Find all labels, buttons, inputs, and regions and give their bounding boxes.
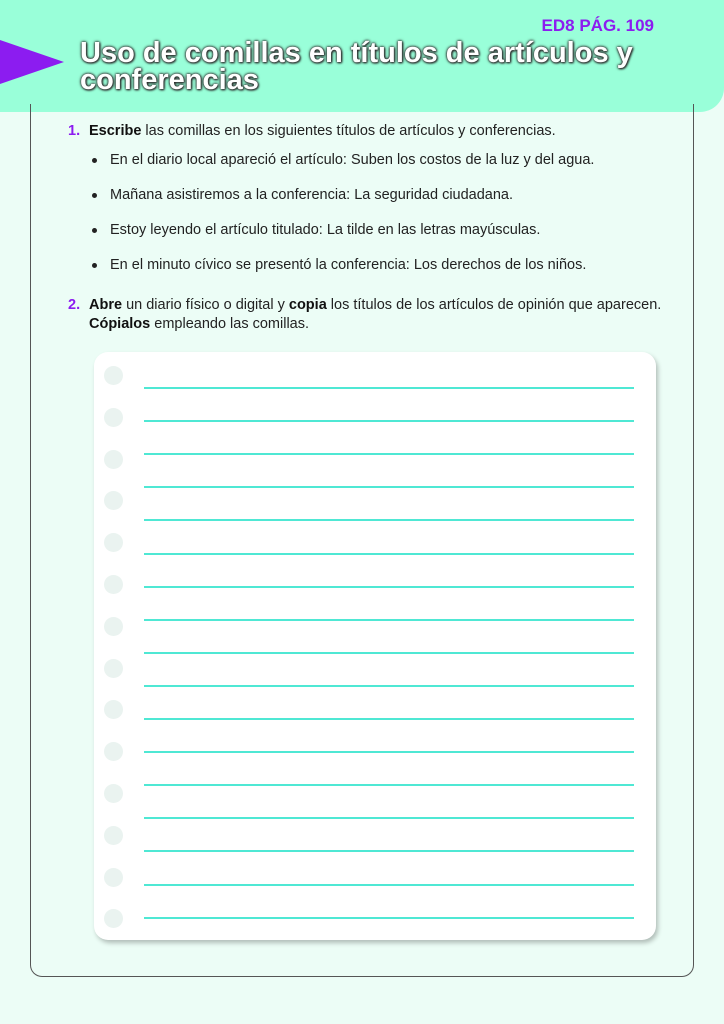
writing-line[interactable]	[144, 850, 634, 852]
binder-hole	[104, 826, 123, 845]
instruction-text: las comillas en los siguientes títulos de artículos y conferencias.	[141, 123, 556, 139]
binder-hole	[104, 659, 123, 678]
writing-line[interactable]	[144, 685, 634, 687]
header-band	[0, 0, 724, 112]
writing-line[interactable]	[144, 519, 634, 521]
binder-hole	[104, 491, 123, 510]
list-item: Estoy leyendo el artículo titulado: La tilde en las letras mayúsculas.	[92, 220, 594, 255]
binder-hole	[104, 784, 123, 803]
writing-line[interactable]	[144, 652, 634, 654]
writing-line[interactable]	[144, 553, 634, 555]
binder-hole	[104, 909, 123, 928]
writing-line[interactable]	[144, 751, 634, 753]
writing-line[interactable]	[144, 817, 634, 819]
writing-line[interactable]	[144, 619, 634, 621]
writing-line[interactable]	[144, 917, 634, 919]
binder-hole	[104, 533, 123, 552]
binder-hole	[104, 868, 123, 887]
notebook-writing-area[interactable]	[94, 352, 656, 940]
instruction-text: un diario físico o digital y	[122, 297, 289, 313]
question-2	[68, 296, 668, 334]
writing-line[interactable]	[144, 420, 634, 422]
writing-line[interactable]	[144, 486, 634, 488]
sentence-list	[92, 150, 594, 290]
binder-hole	[104, 742, 123, 761]
instruction-verb: copia	[288, 297, 327, 313]
instruction-verb: Escribe	[89, 123, 142, 139]
instruction-verb: Cópialos	[89, 316, 151, 332]
list-item: En el minuto cívico se presentó la conferencia: Los derechos de los niños.	[92, 255, 594, 290]
writing-line[interactable]	[144, 453, 634, 455]
binder-hole	[104, 450, 123, 469]
instruction-verb: Abre	[89, 297, 123, 313]
binder-hole	[104, 408, 123, 427]
question-number: 1.	[68, 123, 81, 139]
binder-hole	[104, 366, 123, 385]
question-1-text	[89, 122, 668, 141]
instruction-text: los títulos de los artículos de opinión que aparecen.	[326, 297, 662, 313]
page-reference: ED8 PÁG. 109	[541, 16, 654, 35]
writing-line[interactable]	[144, 884, 634, 886]
question-2-text	[89, 296, 668, 334]
question-1	[68, 122, 668, 141]
binder-hole	[104, 575, 123, 594]
list-item: Mañana asistiremos a la conferencia: La seguridad ciudadana.	[92, 185, 594, 220]
binder-hole	[104, 617, 123, 636]
writing-line[interactable]	[144, 784, 634, 786]
list-item: En el diario local apareció el artículo: Suben los costos de la luz y del agua.	[92, 150, 594, 185]
question-number: 2.	[68, 297, 81, 313]
binder-hole	[104, 700, 123, 719]
writing-line[interactable]	[144, 387, 634, 389]
arrow-marker-icon	[0, 40, 64, 84]
instruction-text: empleando las comillas.	[150, 316, 310, 332]
writing-line[interactable]	[144, 586, 634, 588]
writing-line[interactable]	[144, 718, 634, 720]
page-title: Uso de comillas en títulos de artículos y conferencias	[80, 37, 633, 96]
